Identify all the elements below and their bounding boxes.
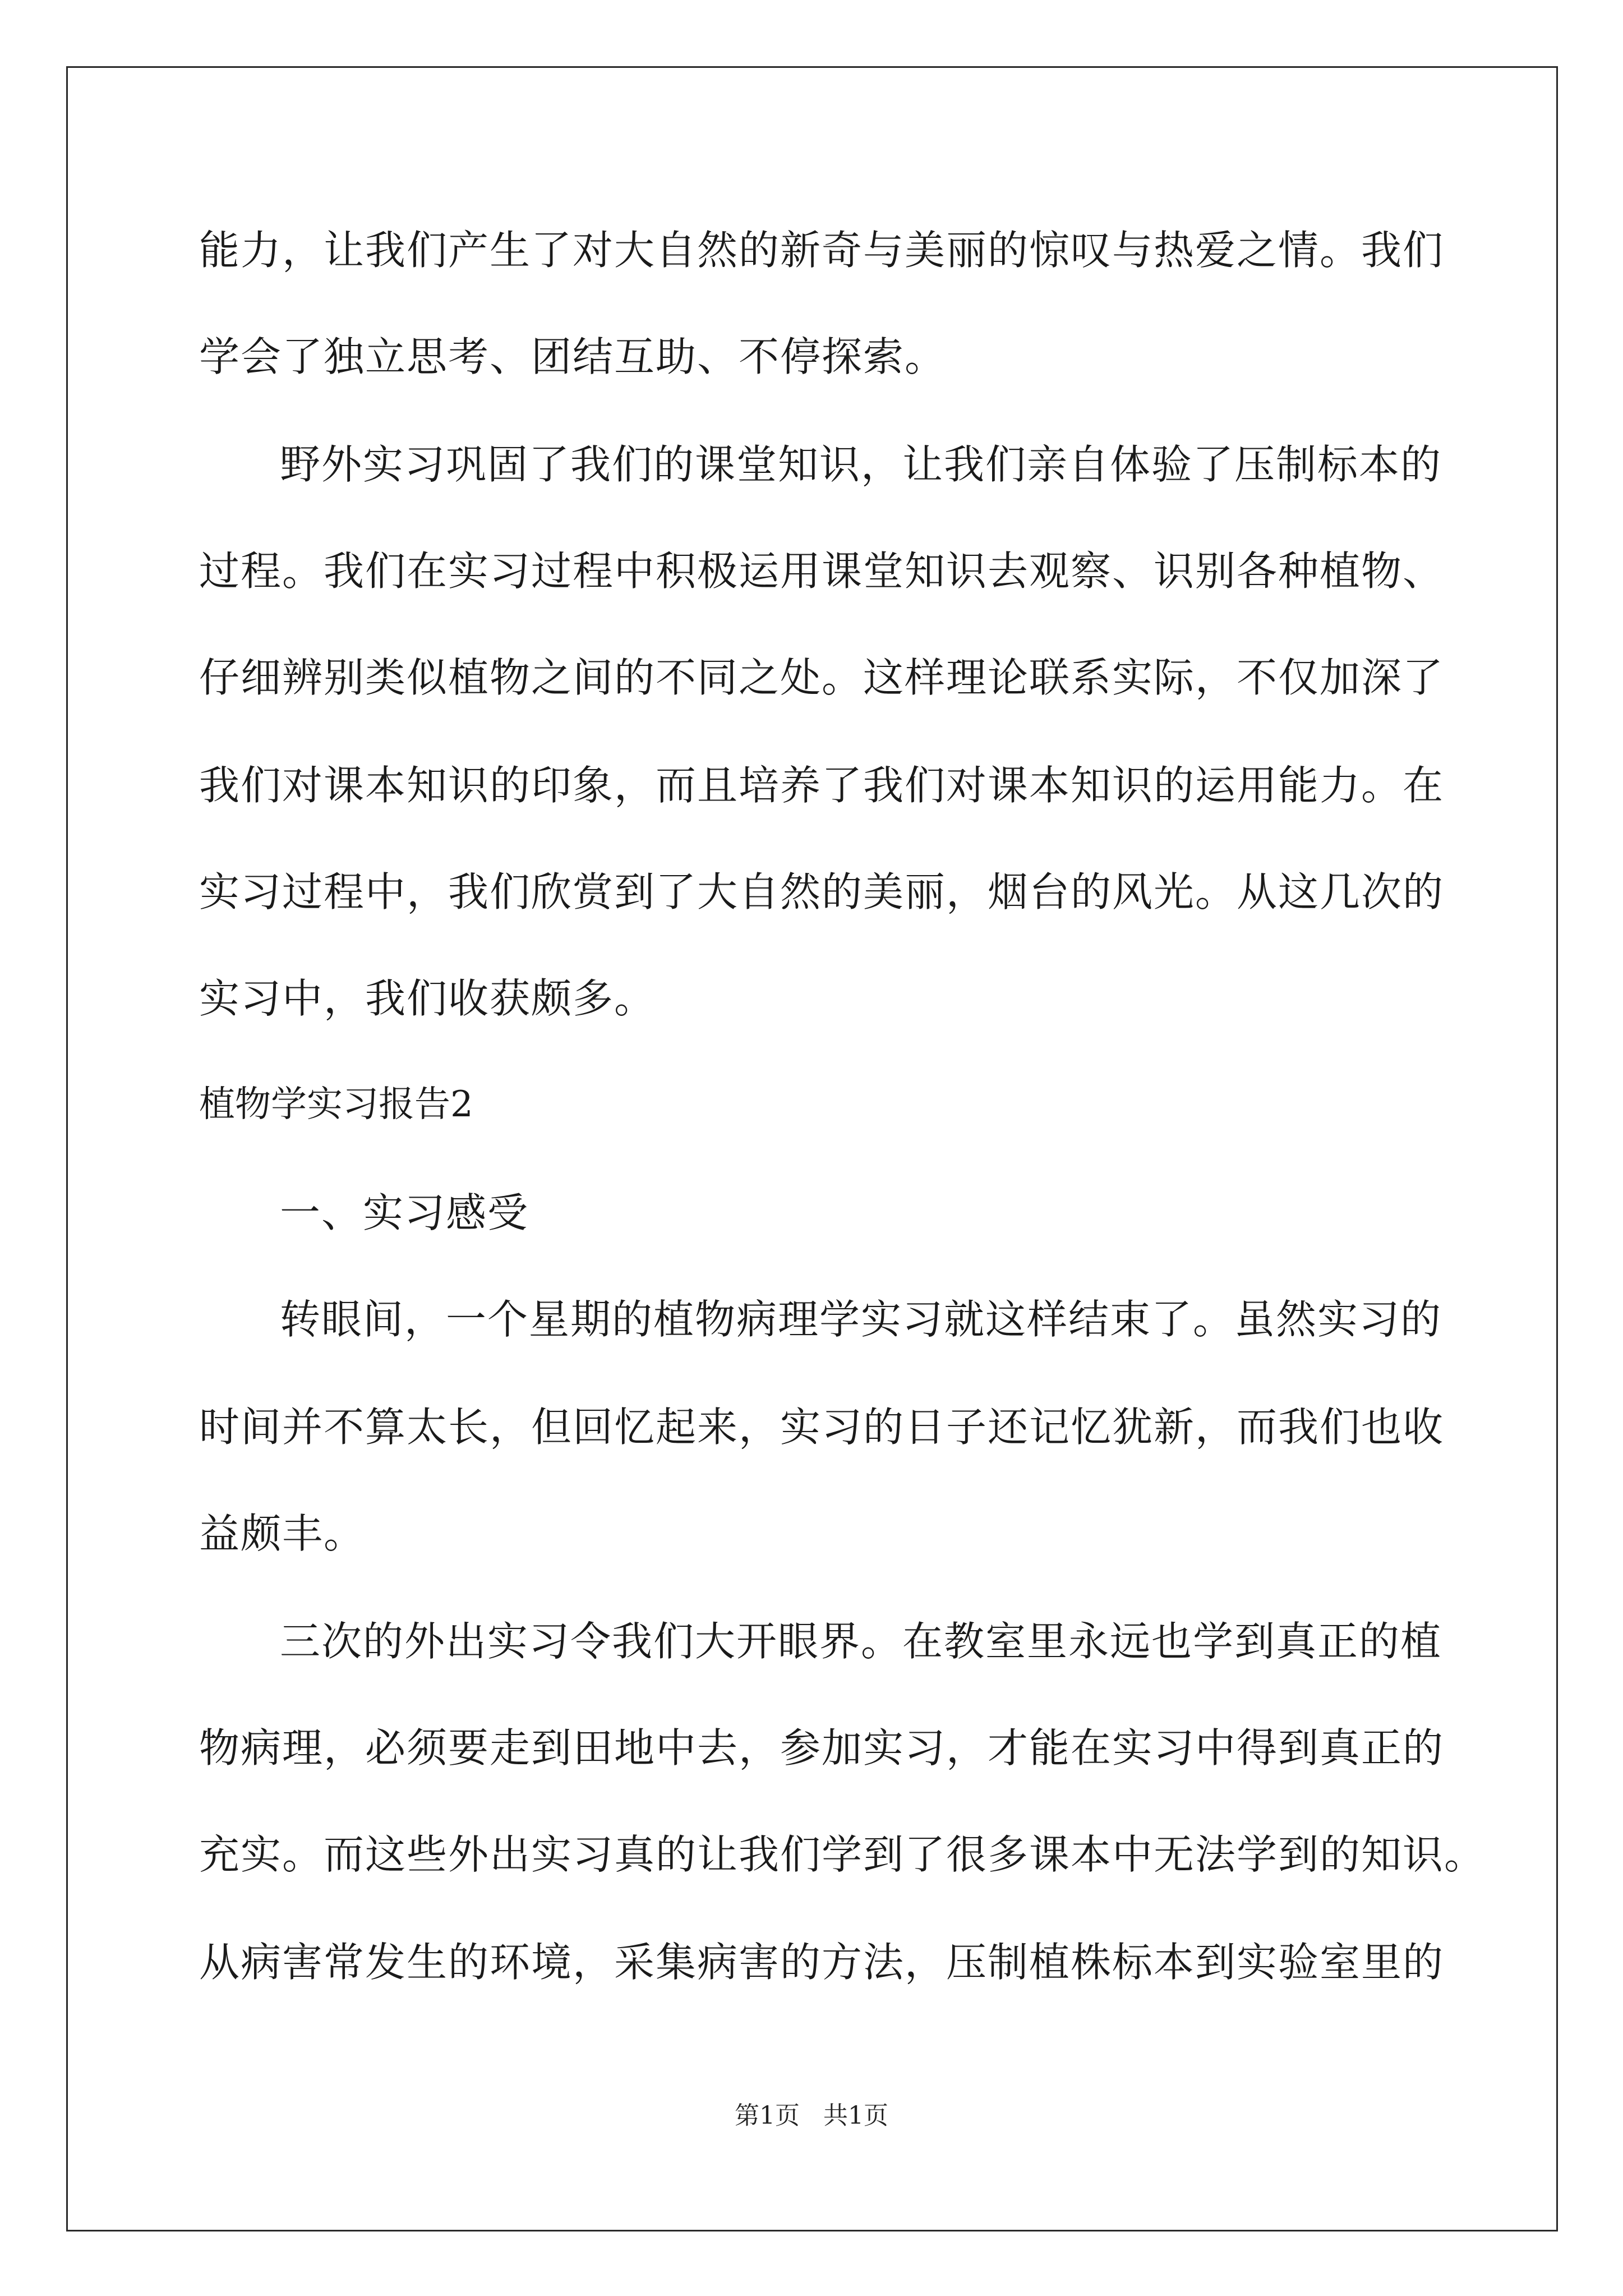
subheading-line: 一、实习感受 xyxy=(280,1189,529,1236)
text-line: 从病害常发生的环境，采集病害的方法，压制植株标本到实验室里的 xyxy=(199,1939,1445,1986)
text-line: 充实。而这些外出实习真的让我们学到了很多课本中无法学到的知识。 xyxy=(199,1831,1486,1878)
page-border xyxy=(66,66,1558,2231)
page-footer: 第1页 共1页 xyxy=(735,2101,888,2130)
text-line: 实习中，我们收获颇多。 xyxy=(199,975,656,1022)
text-line: 实习过程中，我们欣赏到了大自然的美丽，烟台的风光。从这几次的 xyxy=(199,868,1445,915)
text-line: 过程。我们在实习过程中积极运用课堂知识去观察、识别各种植物、 xyxy=(199,547,1445,595)
text-line: 能力，让我们产生了对大自然的新奇与美丽的惊叹与热爱之情。我们 xyxy=(199,227,1445,274)
text-line: 三次的外出实习令我们大开眼界。在教室里永远也学到真正的植 xyxy=(280,1618,1442,1665)
section-heading: 植物学实习报告2 xyxy=(199,1084,473,1125)
text-line: 物病理，必须要走到田地中去，参加实习，才能在实习中得到真正的 xyxy=(199,1724,1445,1772)
text-line: 转眼间，一个星期的植物病理学实习就这样结束了。虽然实习的 xyxy=(280,1296,1442,1343)
text-line: 我们对课本知识的印象，而且培养了我们对课本知识的运用能力。在 xyxy=(199,762,1445,809)
text-line: 时间并不算太长，但回忆起来，实习的日子还记忆犹新，而我们也收 xyxy=(199,1404,1445,1451)
text-line: 益颇丰。 xyxy=(199,1510,366,1557)
text-line: 学会了独立思考、团结互助、不停探索。 xyxy=(199,333,947,380)
text-line: 仔细辨别类似植物之间的不同之处。这样理论联系实际，不仅加深了 xyxy=(199,654,1445,701)
text-line: 野外实习巩固了我们的课堂知识，让我们亲自体验了压制标本的 xyxy=(280,441,1442,488)
